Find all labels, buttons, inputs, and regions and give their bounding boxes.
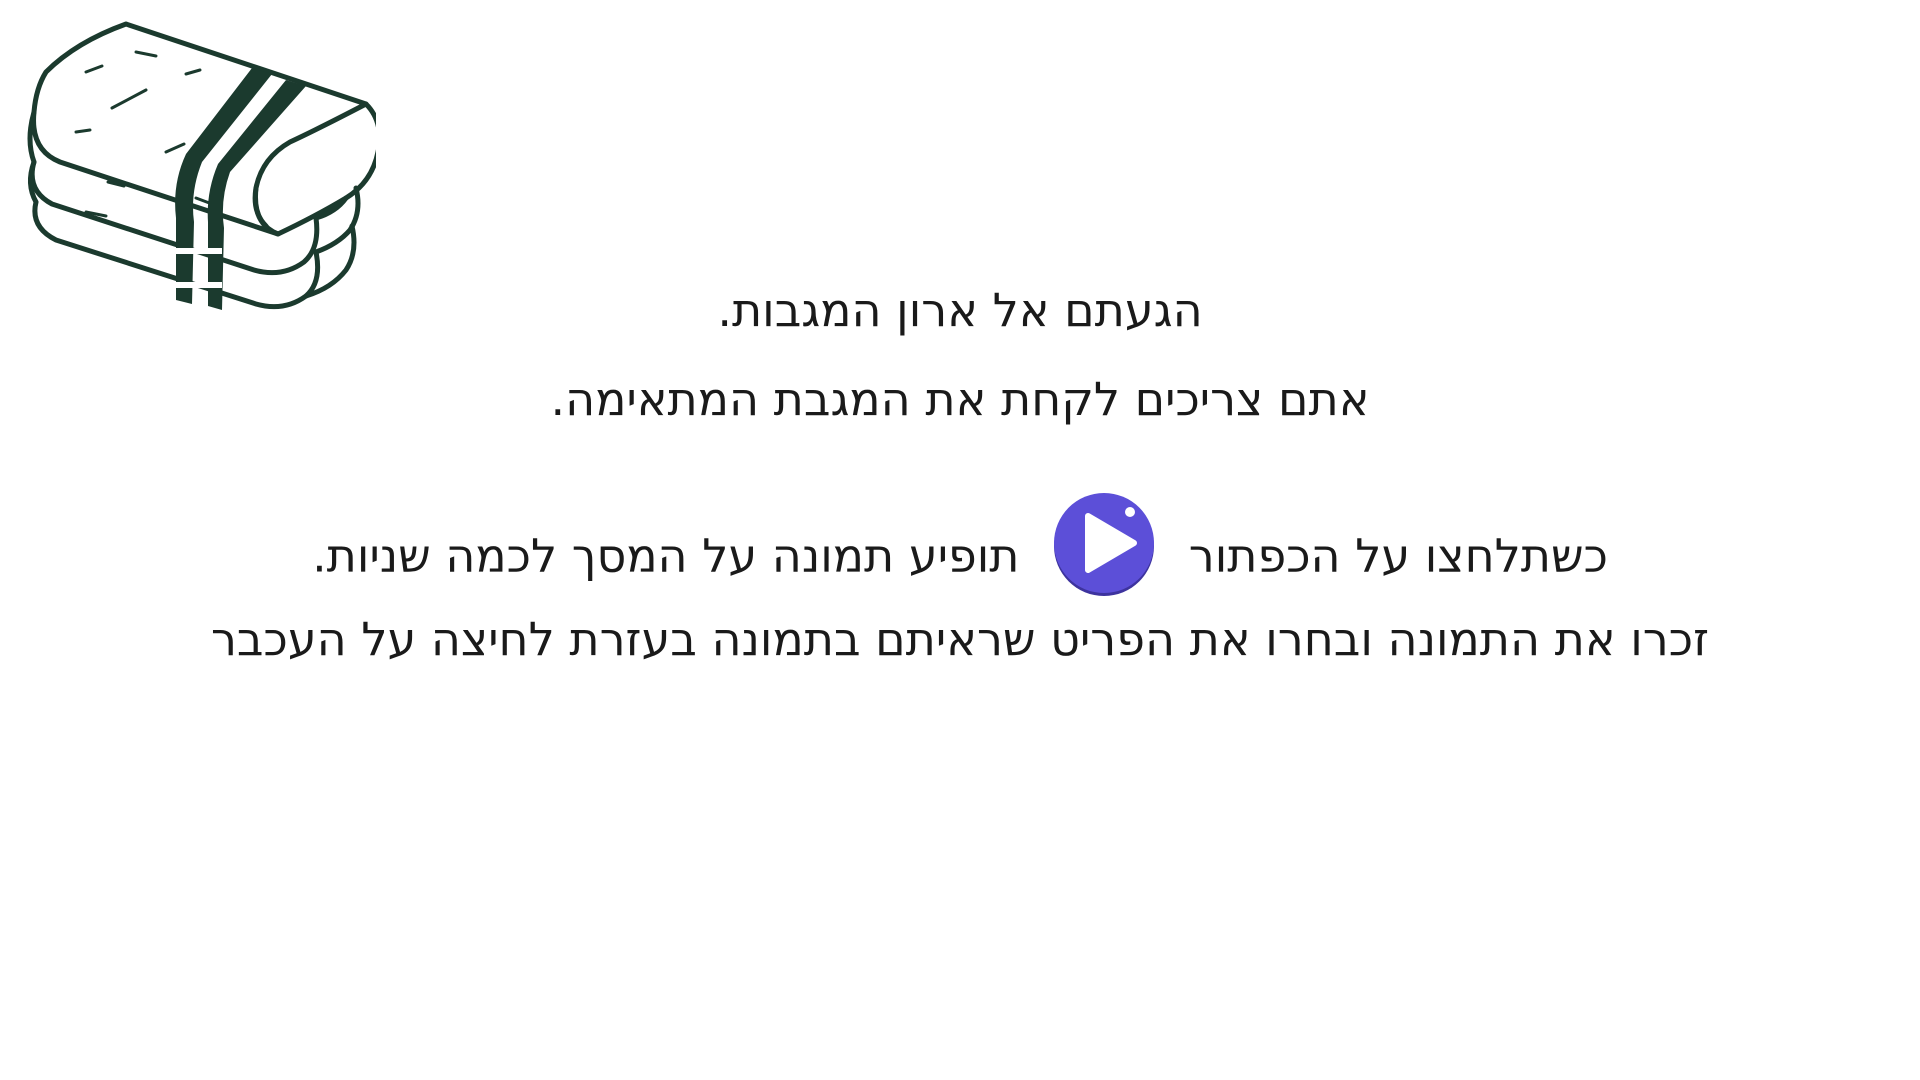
instruction-line-1: הגעתם אל ארון המגבות. <box>717 283 1203 337</box>
folded-towels-icon <box>16 12 376 312</box>
play-button[interactable] <box>1050 490 1158 598</box>
play-icon <box>1050 490 1158 598</box>
instruction-line-2: אתם צריכים לקחת את המגבת המתאימה. <box>550 372 1370 426</box>
instruction-line-3-start: כשתלחצו על הכפתור <box>1188 528 1608 583</box>
instruction-line-4: זכרו את התמונה ובחרו את הפריט שראיתם בתמונה בעזרת לחיצה על העכבר <box>210 612 1710 666</box>
instruction-line-3-end: תופיע תמונה על המסך לכמה שניות. <box>312 528 1020 583</box>
instruction-line-3 <box>0 520 1920 598</box>
